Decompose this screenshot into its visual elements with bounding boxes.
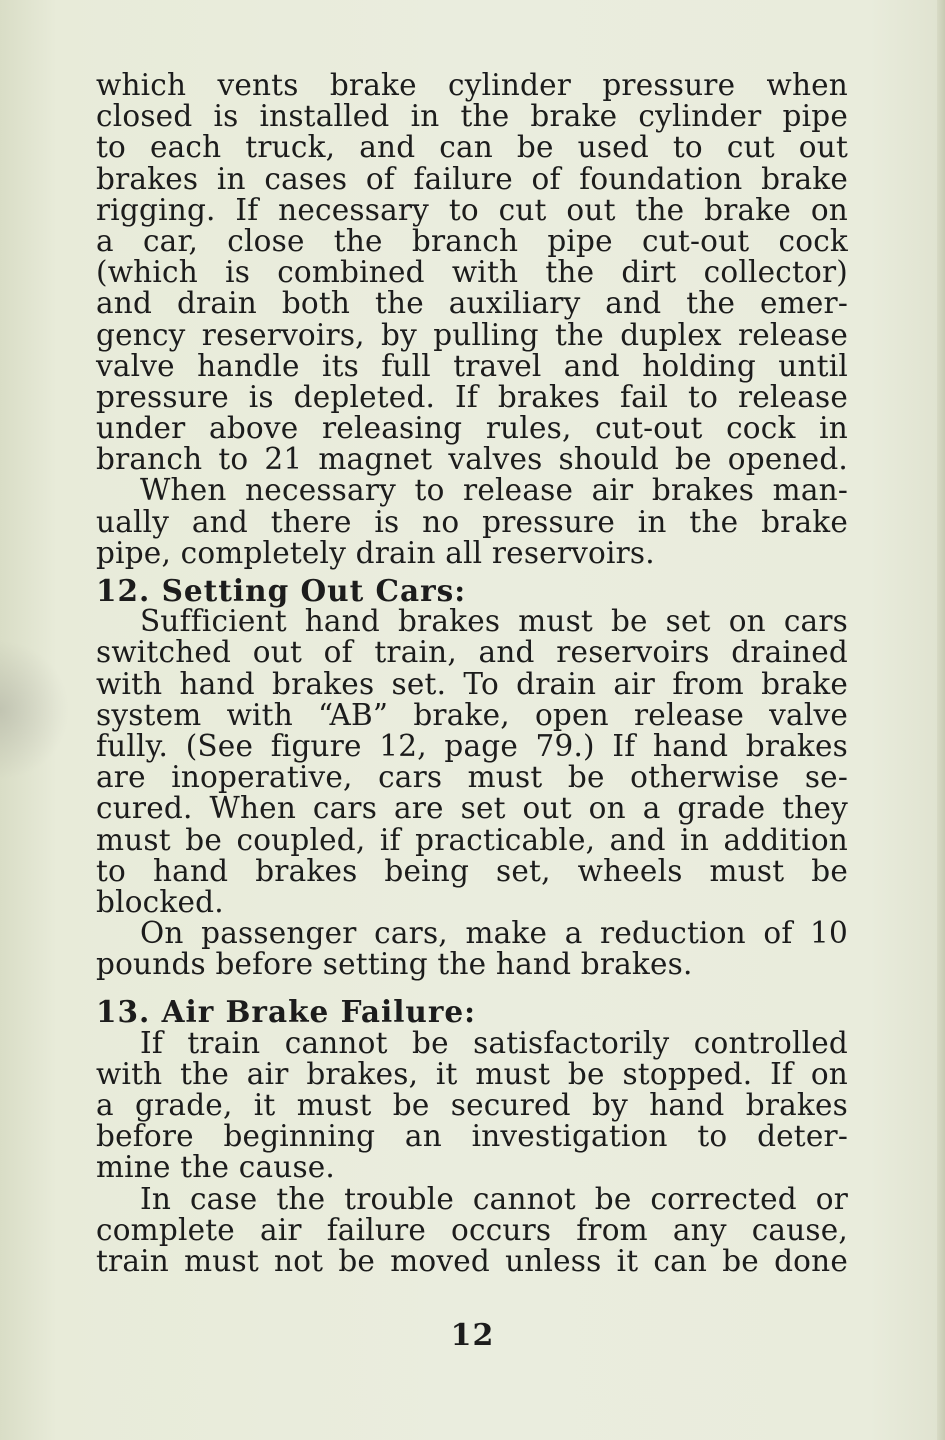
text-line: with hand brakes set. To drain air from brake	[96, 666, 848, 701]
text-line: cured. When cars are set out on a grade they	[96, 791, 848, 826]
text-line: under above releasing rules, cut-out cock in	[96, 411, 848, 446]
text-line: closed is installed in the brake cylinder pipe	[96, 99, 848, 134]
page-smudge	[0, 640, 70, 780]
section-13	[96, 996, 848, 1277]
text-line: (which is combined with the dirt collector)	[96, 255, 848, 290]
text-line: When necessary to release air brakes man-	[140, 473, 848, 508]
text-line: and drain both the auxiliary and the emer-	[96, 286, 848, 321]
text-line: Sufficient hand brakes must be set on cars	[140, 604, 848, 639]
text-line: On passenger cars, make a reduction of 10	[140, 916, 848, 951]
text-line: blocked.	[96, 884, 224, 919]
section-13-heading: 13. Air Brake Failure:	[96, 994, 477, 1030]
text-line: fully. (See figure 12, page 79.) If hand brakes	[96, 728, 848, 763]
text-line: valve handle its full travel and holding until	[96, 348, 848, 383]
text-line: rigging. If necessary to cut out the brake on	[96, 192, 848, 227]
text-line: must be coupled, if practicable, and in addition	[96, 822, 848, 857]
text-line: brakes in cases of failure of foundation brake	[96, 161, 848, 196]
text-line: to hand brakes being set, wheels must be	[96, 853, 848, 888]
text-line: ually and there is no pressure in the brake	[96, 504, 848, 539]
text-line: branch to 21 magnet valves should be opened.	[96, 442, 848, 477]
text-line: In case the trouble cannot be corrected or	[140, 1181, 848, 1216]
text-line: pounds before setting the hand brakes.	[96, 947, 693, 982]
text-line: a car, close the branch pipe cut-out cock	[96, 223, 848, 258]
section-12-heading: 12. Setting Out Cars:	[96, 573, 467, 608]
text-line: complete air failure occurs from any cause,	[96, 1212, 848, 1247]
text-line: switched out of train, and reservoirs drained	[96, 635, 848, 670]
section-12	[96, 575, 848, 980]
text-line: train must not be moved unless it can be done	[96, 1243, 848, 1278]
page-number: 12	[450, 1318, 495, 1353]
page-text	[96, 70, 848, 1277]
text-line: a grade, it must be secured by hand brakes	[96, 1088, 848, 1122]
text-line: system with “AB” brake, open release valve	[96, 697, 848, 732]
text-line: pressure is depleted. If brakes fail to release	[96, 379, 848, 414]
text-line: with the air brakes, it must be stopped. If on	[96, 1056, 848, 1091]
text-line: before beginning an investigation to deter-	[96, 1119, 848, 1154]
section-gap	[96, 980, 848, 990]
text-line: If train cannot be satisfactorily controlled	[140, 1025, 848, 1060]
text-line: are inoperative, cars must be otherwise se-	[96, 760, 848, 795]
page-edge	[937, 0, 945, 1440]
text-line: which vents brake cylinder pressure when	[96, 68, 848, 102]
text-line: to each truck, and can be used to cut out	[96, 130, 848, 165]
text-line: gency reservoirs, by pulling the duplex release	[96, 317, 848, 352]
paragraph-release-manually	[96, 475, 848, 569]
text-line: pipe, completely drain all reservoirs.	[96, 535, 655, 570]
paragraph-continued	[96, 70, 848, 475]
text-line: mine the cause.	[96, 1150, 336, 1185]
